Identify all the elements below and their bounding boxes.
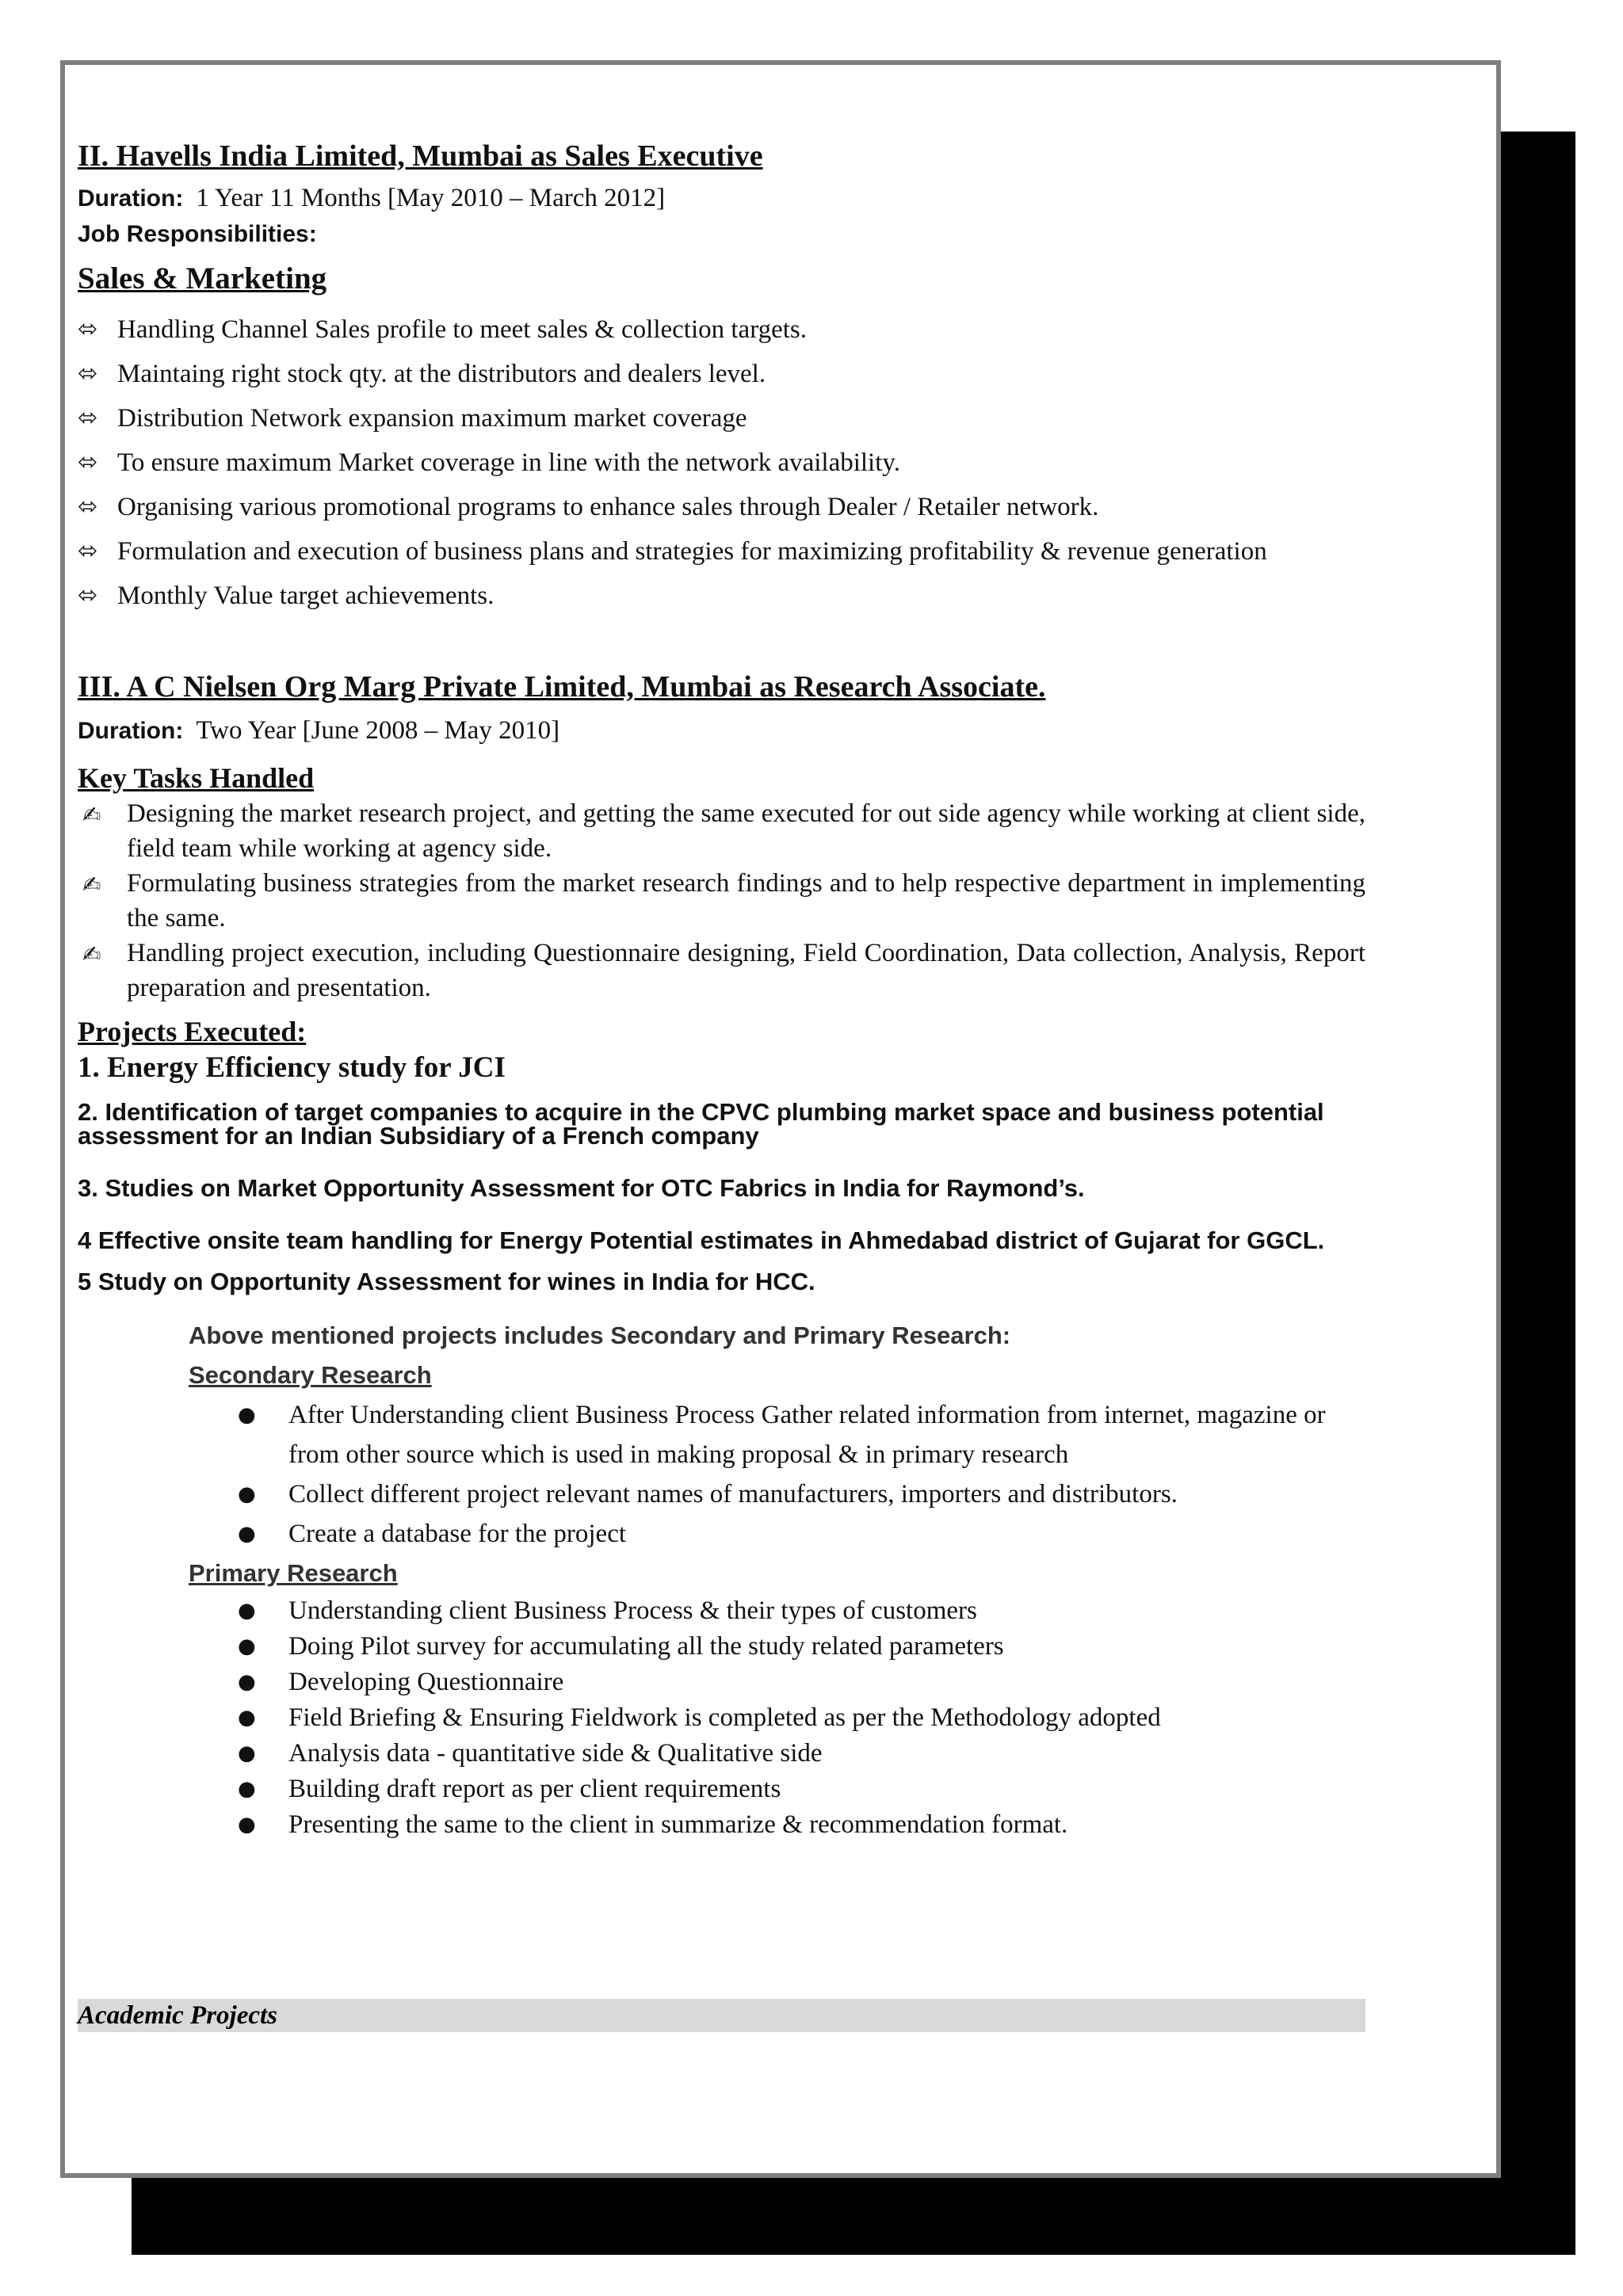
project-item: 4 Effective onsite team handling for Energy Potential estimates in Ahmedabad district of Gujarat for GGCL. bbox=[78, 1226, 1325, 1254]
havells-heading: II. Havells India Limited, Mumbai as Sales Executive bbox=[78, 139, 763, 173]
double-arrow-icon: ⬄ bbox=[78, 448, 98, 476]
primary-research-block bbox=[189, 1554, 1365, 1593]
double-arrow-icon: ⬄ bbox=[78, 582, 98, 609]
writing-hand-icon: ✍ bbox=[82, 941, 101, 967]
list-item: ● Presenting the same to the client in summarize & recommendation format. bbox=[189, 1807, 1365, 1843]
havells-responsibility-list bbox=[78, 312, 1365, 613]
primary-research-list bbox=[189, 1593, 1365, 1843]
list-item: ● Create a database for the project bbox=[189, 1514, 1365, 1554]
key-tasks-heading: Key Tasks Handled bbox=[78, 762, 315, 794]
secondary-research-list bbox=[189, 1395, 1365, 1554]
project-item: 3. Studies on Market Opportunity Assessment for OTC Fabrics in India for Raymond’s. bbox=[78, 1174, 1085, 1202]
list-item: ✍ Designing the market research project, and getting the same executed for out side agency while working at client side, field team while working at agency side. bbox=[82, 799, 1365, 863]
double-arrow-icon: ⬄ bbox=[78, 493, 98, 521]
nielsen-heading: III. A C Nielsen Org Marg Private Limited, Mumbai as Research Associate. bbox=[78, 670, 1046, 704]
bullet-dot-icon: ● bbox=[238, 1706, 256, 1730]
list-item: ⬄ Formulation and execution of business plans and strategies for maximizing profitability & revenue generation bbox=[78, 534, 1365, 569]
list-item: ⬄ Organising various promotional programs to enhance sales through Dealer / Retailer network. bbox=[78, 490, 1365, 524]
bullet-dot-icon: ● bbox=[238, 1482, 256, 1506]
list-item: ✍ Handling project execution, including Questionnaire designing, Field Coordination, Data collection, Analysis, Report preparation and presentation. bbox=[82, 939, 1365, 1002]
project-item: 5 Study on Opportunity Assessment for wines in India for HCC. bbox=[78, 1268, 815, 1295]
nielsen-duration-value: Two Year [June 2008 – May 2010] bbox=[196, 716, 560, 745]
havells-duration bbox=[78, 181, 1365, 216]
research-intro: Above mentioned projects includes Secondary and Primary Research: bbox=[189, 1322, 1011, 1349]
list-item: ● Understanding client Business Process & their types of customers bbox=[189, 1593, 1365, 1629]
writing-hand-icon: ✍ bbox=[82, 802, 101, 828]
resume-content bbox=[78, 73, 1365, 1843]
double-arrow-icon: ⬄ bbox=[78, 404, 98, 432]
projects-heading: Projects Executed: bbox=[78, 1016, 307, 1047]
list-item: ⬄ Handling Channel Sales profile to meet sales & collection targets. bbox=[78, 312, 1365, 347]
double-arrow-icon: ⬄ bbox=[78, 360, 98, 387]
list-item: ● After Understanding client Business Process Gather related information from internet, magazine or from other source which is used in making proposal & in primary research bbox=[189, 1395, 1365, 1474]
list-item: ⬄ Distribution Network expansion maximum market coverage bbox=[78, 401, 1365, 436]
key-tasks-list bbox=[78, 796, 1365, 1005]
list-item: ● Building draft report as per client requirements bbox=[189, 1772, 1365, 1807]
nielsen-duration bbox=[78, 713, 1365, 749]
writing-hand-icon: ✍ bbox=[82, 871, 101, 898]
bullet-dot-icon: ● bbox=[238, 1634, 256, 1658]
bullet-dot-icon: ● bbox=[238, 1813, 256, 1836]
secondary-research-heading: Secondary Research bbox=[189, 1361, 432, 1389]
list-item: ⬄ Monthly Value target achievements. bbox=[78, 578, 1365, 613]
list-item: ⬄ Maintaing right stock qty. at the distributors and dealers level. bbox=[78, 357, 1365, 391]
bullet-dot-icon: ● bbox=[238, 1670, 256, 1694]
sales-marketing-heading: Sales & Marketing bbox=[78, 261, 327, 296]
bullet-dot-icon: ● bbox=[238, 1741, 256, 1765]
bullet-dot-icon: ● bbox=[238, 1522, 256, 1546]
list-item: ● Collect different project relevant names of manufacturers, importers and distributors. bbox=[189, 1474, 1365, 1514]
project-item: 2. Identification of target companies to acquire in the CPVC plumbing market space and business potential assessment for an Indian Subsidiary of a French company bbox=[78, 1098, 1324, 1150]
havells-duration-value: 1 Year 11 Months [May 2010 – March 2012] bbox=[196, 184, 666, 212]
list-item: ● Field Briefing & Ensuring Fieldwork is completed as per the Methodology adopted bbox=[189, 1700, 1365, 1736]
havells-responsibilities-label: Job Responsibilities: bbox=[78, 221, 317, 247]
bullet-dot-icon: ● bbox=[238, 1599, 256, 1623]
list-item: ⬄ To ensure maximum Market coverage in line with the network availability. bbox=[78, 445, 1365, 480]
bullet-dot-icon: ● bbox=[238, 1403, 256, 1427]
nielsen-duration-label: Duration: bbox=[78, 718, 184, 744]
research-block bbox=[189, 1316, 1365, 1395]
bullet-dot-icon: ● bbox=[238, 1777, 256, 1801]
academic-projects-heading: Academic Projects bbox=[78, 1999, 1365, 2032]
double-arrow-icon: ⬄ bbox=[78, 537, 98, 565]
list-item: ● Analysis data - quantitative side & Qualitative side bbox=[189, 1736, 1365, 1772]
primary-research-heading: Primary Research bbox=[189, 1559, 398, 1587]
list-item: ● Developing Questionnaire bbox=[189, 1665, 1365, 1700]
project-item: 1. Energy Efficiency study for JCI bbox=[78, 1051, 506, 1084]
havells-duration-label: Duration: bbox=[78, 185, 184, 212]
list-item: ✍ Formulating business strategies from the market research findings and to help respective department in implementing the same. bbox=[82, 869, 1365, 933]
list-item: ● Doing Pilot survey for accumulating all the study related parameters bbox=[189, 1629, 1365, 1665]
double-arrow-icon: ⬄ bbox=[78, 315, 98, 343]
